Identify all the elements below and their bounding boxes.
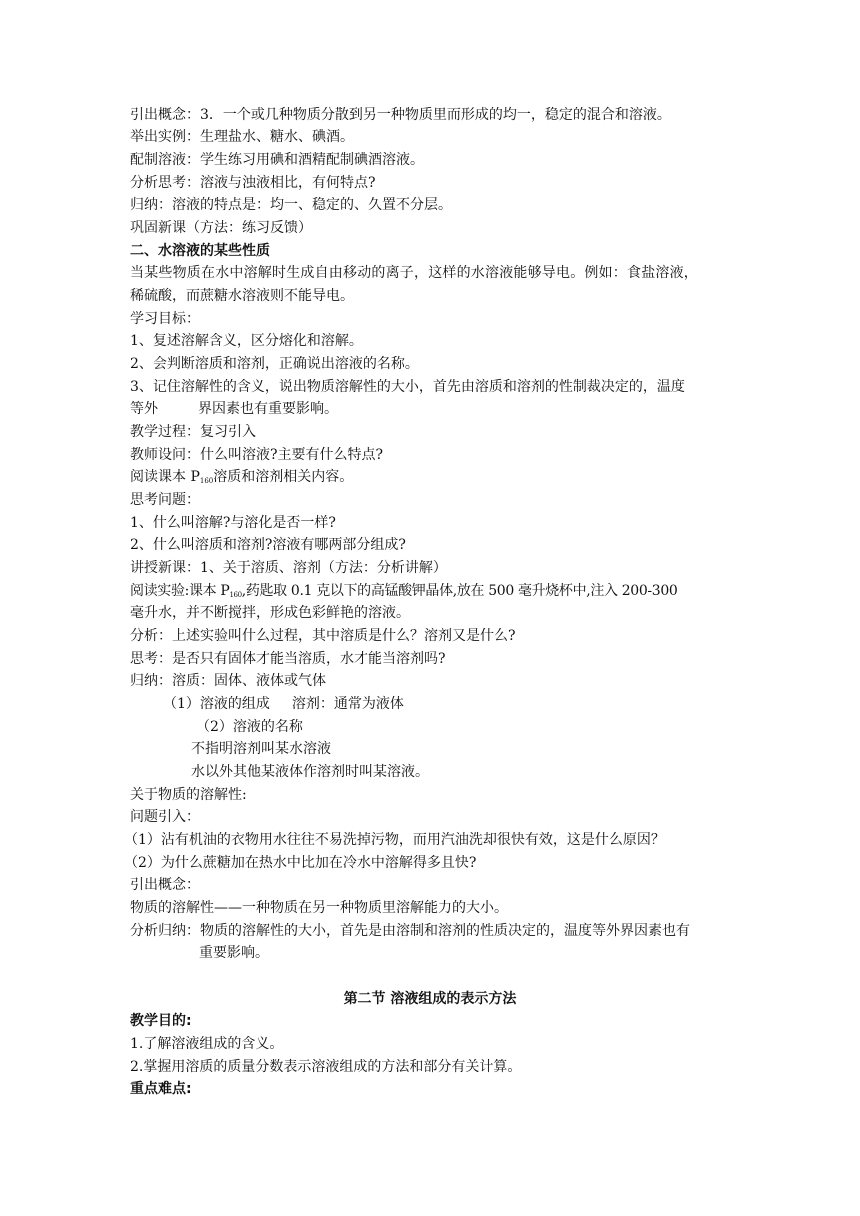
text-segment: 等外: [130, 401, 158, 417]
text-segment: 界因素也有重要影响。: [198, 401, 338, 417]
subheading: 教学目的:: [130, 1013, 192, 1029]
paragraph-line: 重要影响。: [199, 945, 269, 961]
text-segment: （1）溶液的组成: [163, 696, 270, 712]
paragraph-line: 举出实例：生理盐水、糖水、碘酒。: [130, 129, 354, 145]
text-segment: 溶剂：通常为液体: [291, 696, 404, 712]
paragraph-line: 物质的溶解性——一种物质在另一种物质里溶解能力的大小。: [130, 900, 508, 916]
paragraph-line: 归纳：溶液的特点是：均一、稳定的、久置不分层。: [130, 197, 452, 213]
page-subscript: 160: [229, 591, 242, 599]
list-item: 2.掌握用溶质的质量分数表示溶液组成的方法和部分有关计算。: [130, 1059, 522, 1075]
paragraph-line: [163, 693, 773, 715]
paragraph-line: 归纳：溶质：固体、液体或气体: [130, 673, 326, 689]
list-item: 3、记住溶解性的含义，说出物质溶解性的大小，首先由溶质和溶剂的性制裁决定的，温度: [130, 379, 685, 395]
paragraph-line: 引出概念：: [130, 877, 200, 893]
list-item: 1、什么叫溶解?与溶化是否一样?: [130, 515, 336, 531]
subheading: 重点难点:: [130, 1081, 192, 1097]
paragraph-line: 毫升水，并不断搅拌，形成色彩鲜艳的溶液。: [130, 605, 410, 621]
list-item: 1、复述溶解含义，区分熔化和溶解。: [130, 333, 363, 349]
list-item: （1）沾有机油的衣物用水往往不易洗掉污物，而用汽油洗却很快有效，这是什么原因？: [124, 832, 665, 848]
paragraph-line: 分析思考：溶液与浊液相比，有何特点?: [130, 175, 376, 191]
list-item: 2、什么叫溶质和溶剂?溶液有哪两部分组成?: [130, 537, 406, 553]
paragraph-line: 思考：是否只有固体才能当溶质，水才能当溶剂吗?: [130, 651, 446, 667]
list-item: 1.了解溶液组成的含义。: [130, 1036, 284, 1052]
section-heading: 二、水溶液的某些性质: [130, 243, 270, 259]
paragraph-line: 引出概念：3．一个或几种物质分散到另一种物质里而形成的均一，稳定的混合和溶液。: [130, 107, 671, 123]
text-segment: 溶质和溶剂相关内容。: [213, 469, 354, 485]
paragraph-line: 讲授新课：1、关于溶质、溶剂（方法：分析讲解）: [130, 560, 447, 576]
paragraph-line: 当某些物质在水中溶解时生成自由移动的离子，这样的水溶液能够导电。例如：食盐溶液，: [130, 265, 698, 281]
paragraph-line: 不指明溶剂叫某水溶液: [191, 741, 331, 757]
paragraph-line: 关于物质的溶解性:: [130, 787, 247, 803]
paragraph-line: 教师设问：什么叫溶液?主要有什么特点?: [130, 447, 384, 463]
paragraph-line: 稀硫酸，而蔗糖水溶液则不能导电。: [130, 288, 354, 304]
text-segment: ,药匙取 0.1 克以下的高锰酸钾晶体,放在 500 毫升烧杯中,注入 200-300: [241, 583, 678, 599]
paragraph-line: 水以外其他某液体作溶剂时叫某溶液。: [191, 764, 429, 780]
list-item-continuation: [130, 398, 740, 420]
paragraph-line: 问题引入：: [130, 809, 200, 825]
paragraph-line: 思考问题：: [130, 492, 200, 508]
paragraph-line: 分析：上述实验叫什么过程，其中溶质是什么？溶剂又是什么?: [130, 628, 516, 644]
paragraph-line: 分析归纳：物质的溶解性的大小，首先是由溶制和溶剂的性质决定的，温度等外界因素也有: [130, 923, 690, 939]
paragraph-line: （2）溶液的名称: [196, 719, 303, 735]
section-title: 第二节 溶液组成的表示方法: [343, 991, 517, 1007]
list-item: 2、会判断溶质和溶剂，正确说出溶液的名称。: [130, 356, 419, 372]
paragraph-line: 学习目标：: [130, 311, 200, 327]
paragraph-line: 巩固新课（方法：练习反馈）: [130, 220, 312, 236]
page-subscript: 160: [199, 477, 214, 485]
paragraph-line: 配制溶液：学生练习用碘和酒精配制碘酒溶液。: [130, 152, 424, 168]
text-segment: 阅读课本 P: [130, 469, 200, 485]
text-segment: 阅读实验:课本 P: [130, 583, 230, 599]
list-item: （2）为什么蔗糖加在热水中比加在冷水中溶解得多且快?: [124, 855, 477, 871]
paragraph-line: 教学过程：复习引入: [130, 424, 256, 440]
